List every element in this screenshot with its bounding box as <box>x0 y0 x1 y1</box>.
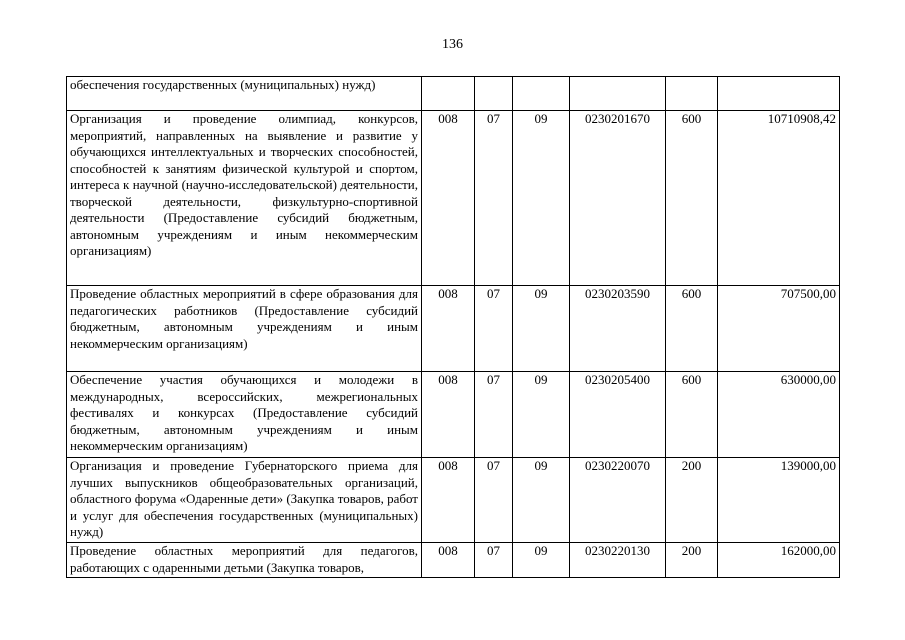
table-row <box>67 543 840 578</box>
ministry-code: 008 <box>422 286 475 372</box>
amount <box>718 77 840 111</box>
row-description: Организация и проведение олимпиад, конкурсов, мероприятий, направленных на выявление и развитие у обучающихся интеллектуальных и творческих способностей, способностей к занятиям физической культурой и спортом, интереса к научной (научно-исследовательской) деятельности, творческой деятельности, физкультурно-спортивной деятельности (Предоставление субсидий бюджетным, автономным учреждениям и иным некоммерческим организациям) <box>67 111 422 286</box>
row-description: обеспечения государственных (муниципальных) нужд) <box>67 77 422 111</box>
ministry-code: 008 <box>422 543 475 578</box>
amount: 10710908,42 <box>718 111 840 286</box>
amount: 630000,00 <box>718 372 840 458</box>
section-code <box>475 77 513 111</box>
section-code: 07 <box>475 286 513 372</box>
expense-type-code: 200 <box>666 458 718 543</box>
row-description: Организация и проведение Губернаторского приема для лучших выпускников общеобразовательных организаций, областного форума «Одаренные дети» (Закупка товаров, работ и услуг для обеспечения государственных (муниципальных) нужд) <box>67 458 422 543</box>
table-row <box>67 286 840 372</box>
section-code: 07 <box>475 543 513 578</box>
subsection-code: 09 <box>513 111 570 286</box>
table-row <box>67 372 840 458</box>
target-article-code: 0230205400 <box>570 372 666 458</box>
expense-type-code: 600 <box>666 111 718 286</box>
target-article-code: 0230220070 <box>570 458 666 543</box>
table-row <box>67 111 840 286</box>
target-article-code: 0230203590 <box>570 286 666 372</box>
budget-table <box>66 76 840 578</box>
amount: 139000,00 <box>718 458 840 543</box>
expense-type-code: 600 <box>666 286 718 372</box>
table-row <box>67 77 840 111</box>
subsection-code <box>513 77 570 111</box>
row-description: Проведение областных мероприятий для педагогов, работающих с одаренными детьми (Закупка товаров, <box>67 543 422 578</box>
amount: 162000,00 <box>718 543 840 578</box>
ministry-code <box>422 77 475 111</box>
expense-type-code: 600 <box>666 372 718 458</box>
target-article-code: 0230220130 <box>570 543 666 578</box>
target-article-code: 0230201670 <box>570 111 666 286</box>
section-code: 07 <box>475 458 513 543</box>
section-code: 07 <box>475 111 513 286</box>
ministry-code: 008 <box>422 372 475 458</box>
table-row <box>67 458 840 543</box>
row-description: Проведение областных мероприятий в сфере образования для педагогических работников (Предоставление субсидий бюджетным, автономным учреждениям и иным некоммерческим организациям) <box>67 286 422 372</box>
amount: 707500,00 <box>718 286 840 372</box>
subsection-code: 09 <box>513 458 570 543</box>
row-description: Обеспечение участия обучающихся и молодежи в международных, всероссийских, межрегиональных фестивалях и конкурсах (Предоставление субсидий бюджетным, автономным учреждениям и иным некоммерческим организациям) <box>67 372 422 458</box>
ministry-code: 008 <box>422 111 475 286</box>
expense-type-code <box>666 77 718 111</box>
section-code: 07 <box>475 372 513 458</box>
expense-type-code: 200 <box>666 543 718 578</box>
target-article-code <box>570 77 666 111</box>
subsection-code: 09 <box>513 286 570 372</box>
subsection-code: 09 <box>513 543 570 578</box>
subsection-code: 09 <box>513 372 570 458</box>
page-number: 136 <box>442 37 463 52</box>
ministry-code: 008 <box>422 458 475 543</box>
